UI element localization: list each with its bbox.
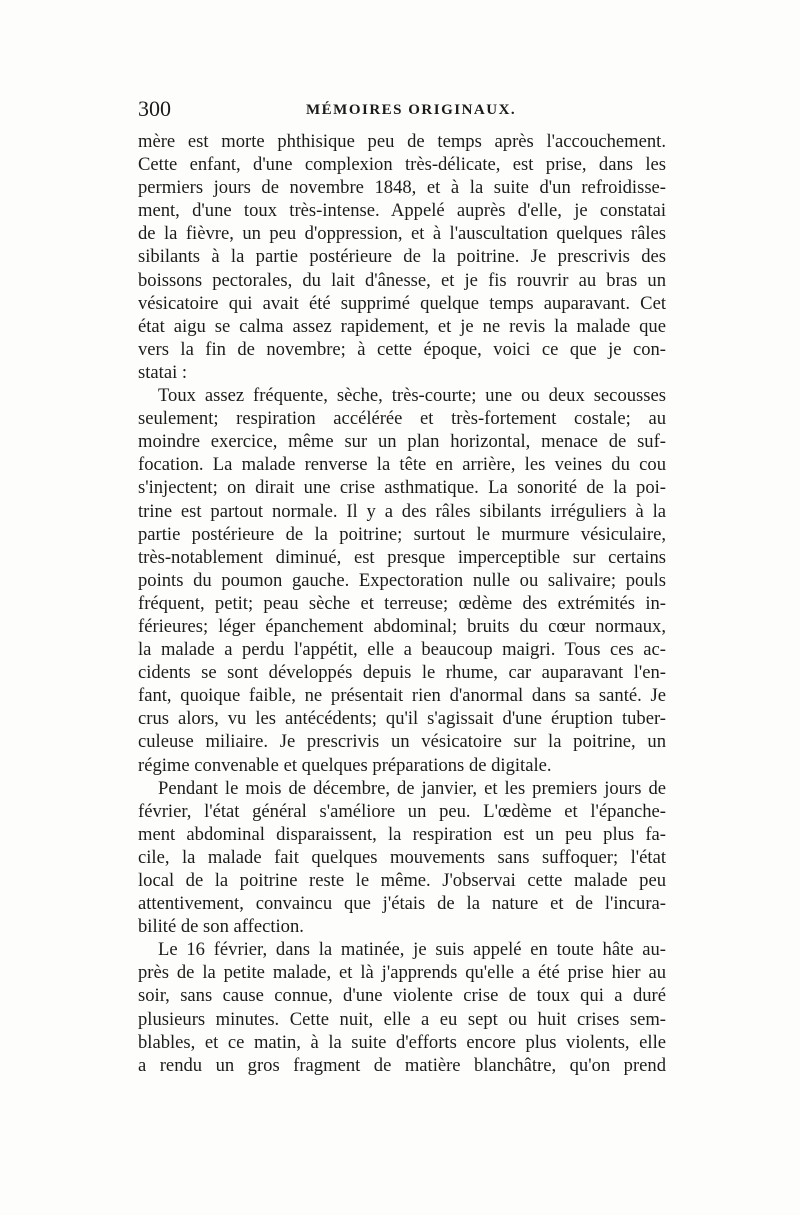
text-line: bilité de son affection.	[138, 916, 304, 938]
page-header	[138, 96, 666, 126]
text-line: a rendu un gros fragment de matière blanchâtre, qu'on prend	[138, 1054, 666, 1076]
text-line: mère est morte phthisique peu de temps après l'accouchement.	[138, 131, 666, 152]
text-line: état aigu se calma assez rapidement, et je ne revis la malade que	[138, 315, 666, 337]
text-line: blables, et ce matin, à la suite d'efforts encore plus violents, elle	[138, 1031, 666, 1053]
paragraph	[138, 777, 666, 939]
text-line: points du poumon gauche. Expectoration nulle ou salivaire; pouls	[138, 569, 666, 591]
text-line: s'injectent; on dirait une crise asthmatique. La sonorité de la poi-	[138, 477, 666, 499]
text-line: focation. La malade renverse la tête en arrière, les veines du cou	[138, 454, 666, 476]
text-line: Cette enfant, d'une complexion très-délicate, est prise, dans les	[138, 154, 666, 176]
text-line: la malade a perdu l'appétit, elle a beaucoup maigri. Tous ces ac-	[138, 639, 666, 661]
text-line: fréquent, petit; peau sèche et terreuse; œdème des extrémités in-	[138, 592, 666, 614]
text-line: cile, la malade fait quelques mouvements sans suffoquer; l'état	[138, 846, 666, 868]
text-line: férieures; léger épanchement abdominal; bruits du cœur normaux,	[138, 615, 666, 637]
text-line: statai :	[138, 361, 188, 383]
text-line: soir, sans cause connue, d'une violente crise de toux qui a duré	[138, 985, 666, 1007]
paragraph	[138, 938, 666, 1077]
text-line: ment, d'une toux très-intense. Appelé auprès d'elle, je constatai	[138, 200, 666, 222]
text-line: fant, quoique faible, ne présentait rien d'anormal dans sa santé. Je	[138, 685, 666, 707]
text-line: Pendant le mois de décembre, de janvier, et les premiers jours de	[158, 777, 666, 799]
text-line: près de la petite malade, et là j'apprends qu'elle a été prise hier au	[138, 962, 666, 984]
text-line: seulement; respiration accélérée et très-fortement costale; au	[138, 408, 666, 430]
text-line: attentivement, convaincu que j'étais de la nature et de l'incura-	[138, 893, 666, 915]
text-line: sibilants à la partie postérieure de la poitrine. Je prescrivis des	[138, 246, 666, 268]
text-line: moindre exercice, même sur un plan horizontal, menace de suf-	[138, 431, 666, 453]
text-line: permiers jours de novembre 1848, et à la suite d'un refroidisse-	[138, 177, 666, 199]
body-text	[138, 130, 666, 1077]
text-line: Toux assez fréquente, sèche, très-courte; une ou deux secousses	[158, 385, 666, 407]
page-number: 300	[138, 96, 171, 121]
text-line: ment abdominal disparaissent, la respiration est un peu plus fa-	[138, 823, 666, 845]
running-head: MÉMOIRES ORIGINAUX.	[306, 102, 517, 118]
text-line: février, l'état général s'améliore un peu. L'œdème et l'épanche-	[138, 800, 666, 822]
text-line: vésicatoire qui avait été supprimé quelque temps auparavant. Cet	[138, 292, 666, 314]
text-line: boissons pectorales, du lait d'ânesse, et je fis rouvrir au bras un	[138, 269, 666, 291]
text-line: Le 16 février, dans la matinée, je suis appelé en toute hâte au-	[158, 939, 666, 961]
text-line: de la fièvre, un peu d'oppression, et à l'auscultation quelques râles	[138, 223, 666, 245]
text-line: trine est partout normale. Il y a des râles sibilants irréguliers à la	[138, 500, 666, 522]
text-line: partie postérieure de la poitrine; surtout le murmure vésiculaire,	[138, 523, 666, 545]
text-line: crus alors, vu les antécédents; qu'il s'agissait d'une éruption tuber-	[138, 708, 666, 730]
text-line: plusieurs minutes. Cette nuit, elle a eu sept ou huit crises sem-	[138, 1008, 666, 1030]
paragraph	[138, 384, 666, 777]
text-line: culeuse miliaire. Je prescrivis un vésicatoire sur la poitrine, un	[138, 731, 666, 753]
text-line: très-notablement diminué, est presque imperceptible sur certains	[138, 546, 666, 568]
text-line: vers la fin de novembre; à cette époque, voici ce que je con-	[138, 338, 666, 360]
paragraph	[138, 130, 666, 384]
text-line: local de la poitrine reste le même. J'observai cette malade peu	[138, 870, 666, 891]
text-line: régime convenable et quelques préparations de digitale.	[138, 754, 552, 776]
text-line: cidents se sont développés depuis le rhume, car auparavant l'en-	[138, 662, 666, 684]
